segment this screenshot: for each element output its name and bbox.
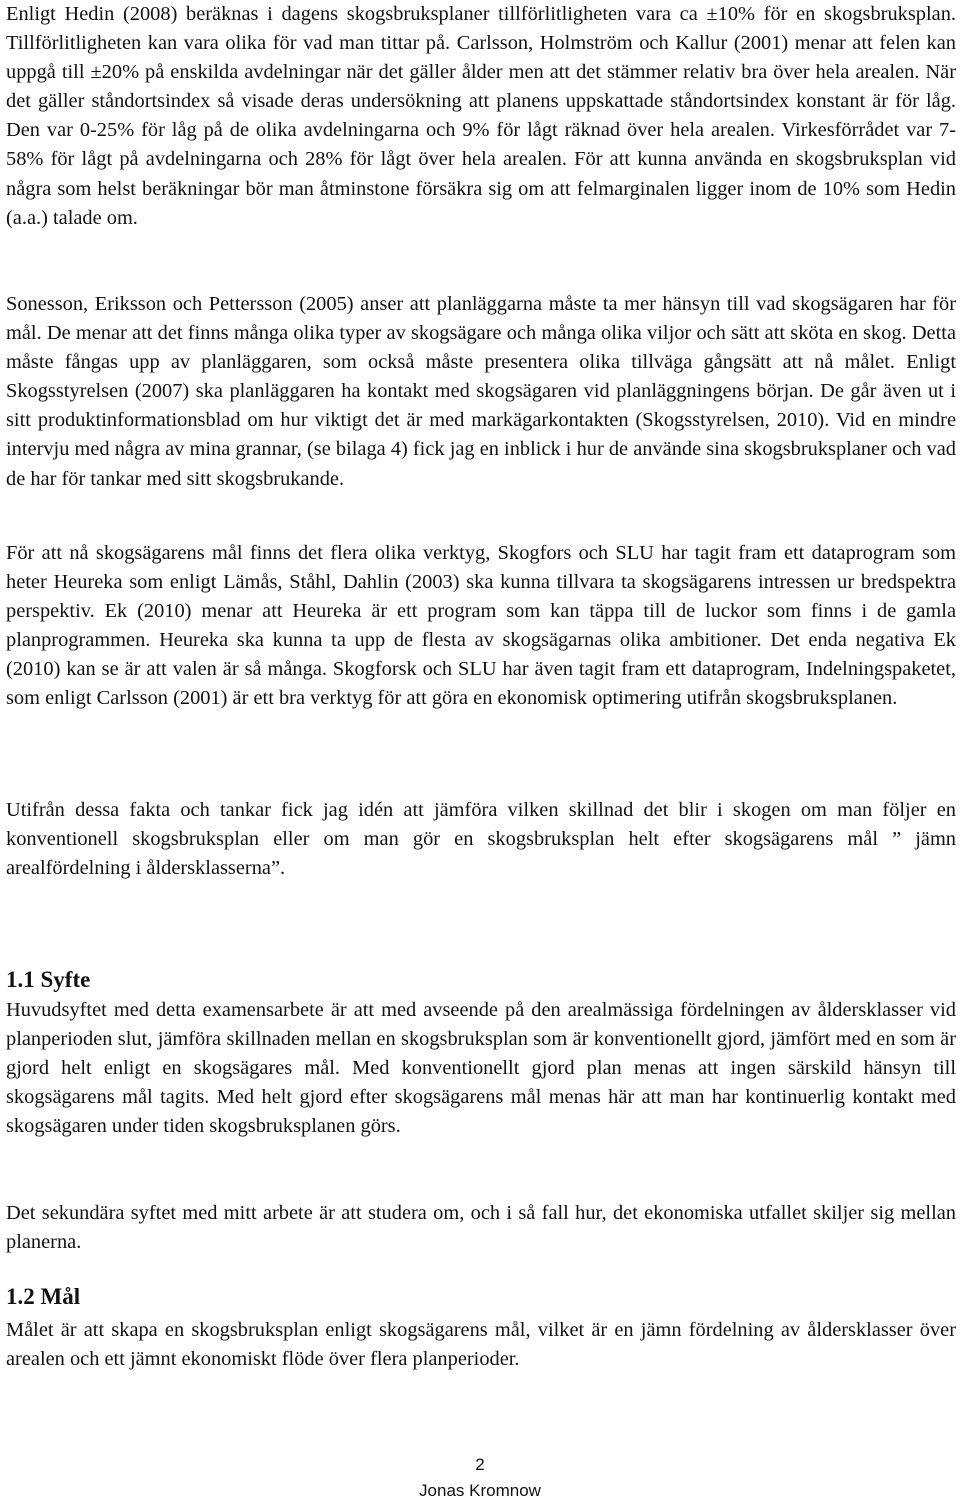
paragraph-verktyg: För att nå skogsägarens mål finns det flera olika verktyg, Skogfors och SLU har tagit fram ett dataprogram som heter Heureka som enligt Lämås, Ståhl, Dahlin (2003) ska kunna tillvara ta skogsägarens intressen ur bredspektra perspektiv. Ek (2010) menar att Heureka är ett program som kan täppa till de luckor som finns i de gamla planprogrammen. Heureka ska kunna ta upp de flesta av skogsägarnas olika ambitioner. Det enda negativa Ek (2010) kan se är att valen är så många. Skogforsk och SLU har även tagit fram ett dataprogram, Indelningspaketet, som enligt Carlsson (2001) är ett bra verktyg för att göra en ekonomisk optimering utifrån skogsbruksplanen. bbox=[6, 542, 956, 710]
page-number: 2 bbox=[475, 1455, 485, 1474]
footer-author: Jonas Kromnow bbox=[419, 1481, 541, 1500]
paragraph-sekundart-syfte: Det sekundära syftet med mitt arbete är att studera om, och i så fall hur, det ekonomiska utfallet skiljer sig mellan planerna. bbox=[6, 1202, 956, 1254]
paragraph-ide: Utifrån dessa fakta och tankar fick jag idén att jämföra vilken skillnad det blir i skogen om man följer en konventionell skogsbruksplan eller om man gör en skogsbruksplan helt efter skogsägarens mål ” jämn arealfördelning i åldersklasserna”. bbox=[6, 799, 956, 880]
paragraph-skogsagarens-mal: Sonesson, Eriksson och Pettersson (2005) anser att planläggarna måste ta mer hänsyn till vad skogsägaren har för mål. De menar att det finns många olika typer av skogsägare och många olika viljor och sätt att sköta en skog. Detta måste fångas upp av planläggaren, som också måste presentera olika tillväga gångsätt att nå målet. Enligt Skogsstyrelsen (2007) ska planläggaren ha kontakt med skogsägaren vid planläggningens början. De går även ut i sitt produktinformationsblad om hur viktigt det är med markägarkontakten (Skogsstyrelsen, 2010). Vid en mindre intervju med några av mina grannar, (se bilaga 4) fick jag en inblick i hur de använde sina skogsbruksplaner och vad de har för tankar med sitt skogsbrukande. bbox=[6, 293, 956, 490]
section-heading-mal: 1.2 Mål bbox=[6, 1284, 81, 1309]
paragraph-malet: Målet är att skapa en skogsbruksplan enligt skogsägarens mål, vilket är en jämn fördelning av åldersklasser över arealen och ett jämnt ekonomiskt flöde över flera planperioder. bbox=[6, 1319, 956, 1371]
paragraph-tillforlitlighet: Enligt Hedin (2008) beräknas i dagens skogsbruksplaner tillförlitligheten vara ca ±10% för en skogsbruksplan. Tillförlitligheten kan vara olika för vad man tittar på. Carlsson, Holmström och Kallur (2001) menar att felen kan uppgå till ±20% på enskilda avdelningar när det gäller ålder men att det stämmer relativ bra över hela arealen. När det gäller ståndortsindex så visade deras undersökning att planens uppskattade ståndortsindex konstant är för låg. Den var 0-25% för låg på de olika avdelningarna och 9% för lågt räknad över hela arealen. Virkesförrådet var 7-58% för lågt på avdelningarna och 28% för lågt över hela arealen. För att kunna använda en skogsbruksplan vid några som helst beräkningar bör man åtminstone försäkra sig om att felmarginalen ligger inom de 10% som Hedin (a.a.) talade om. bbox=[6, 3, 956, 229]
section-heading-syfte: 1.1 Syfte bbox=[6, 967, 91, 992]
paragraph-huvudsyfte: Huvudsyftet med detta examensarbete är att med avseende på den arealmässiga fördelningen av åldersklasser vid planperioden slut, jämföra skillnaden mellan en skogsbruksplan som är konventionellt gjord, jämfört med en som är gjord helt enligt en skogsägares mål. Med konventionellt gjord plan menas att ingen särskild hänsyn till skogsägarens mål tagits. Med helt gjord efter skogsägarens mål menas här att man har kontinuerlig kontakt med skogsägaren under tiden skogsbruksplanen görs. bbox=[6, 999, 956, 1138]
